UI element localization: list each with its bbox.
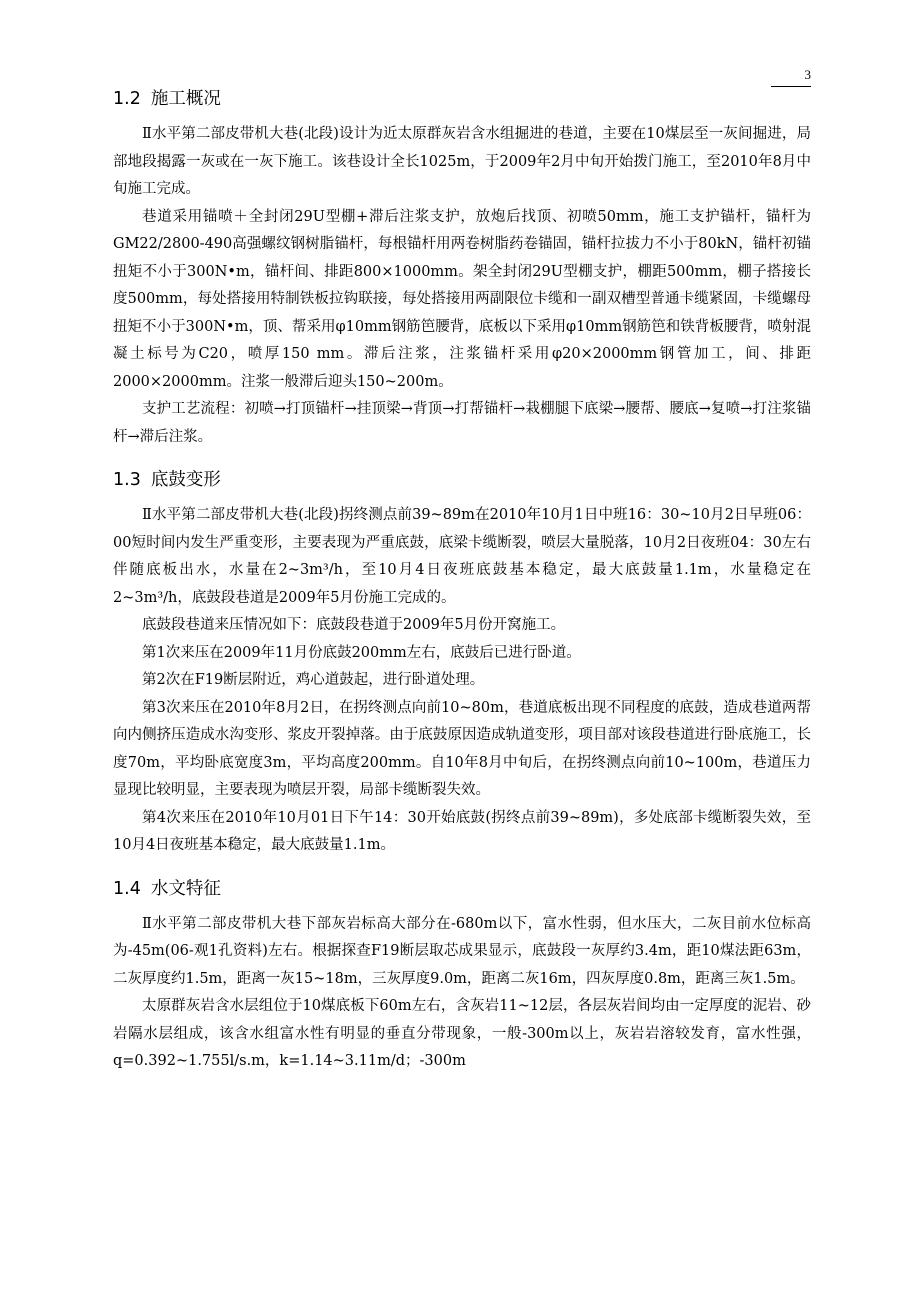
section-title: 底鼓变形 — [150, 470, 221, 490]
paragraph: Ⅱ水平第二部皮带机大巷下部灰岩标高大部分在-680m以下，富水性弱，但水压大，二灰目前水位标高为-45m(06-观1孔资料)左右。根据探查F19断层取芯成果显示，底鼓段一灰厚约3.4m，距10煤法距63m，二灰厚度约1.5m，距离一灰15~18m，三灰厚度9.0m，距离二灰16m，四灰厚度0.8m，距离三灰1.5m。 — [113, 915, 811, 987]
paragraph: Ⅱ水平第二部皮带机大巷(北段)拐终测点前39~89m在2010年10月1日中班16：30~10月2日早班06：00短时间内发生严重变形，主要表现为严重底鼓，底梁卡缆断裂，喷层大量脱落，10月2日夜班04：30左右伴随底板出水，水量在2~3m³/h，至10月4日夜班底鼓基本稳定，最大底鼓量1.1m，水量稳定在2~3m³/h，底鼓段巷道是2009年5月份施工完成的。 — [113, 507, 811, 606]
page-number: 3 — [804, 67, 811, 82]
section-number: 1.4 — [113, 878, 141, 899]
paragraph: 第3次来压在2010年8月2日，在拐终测点向前10~80m，巷道底板出现不同程度的底鼓，造成巷道两帮向内侧挤压造成水沟变形、浆皮开裂掉落。由于底鼓原因造成轨道变形，项目部对该段巷道进行卧底施工，长度70m，平均卧底宽度3m，平均高度200mm。自10年8月中旬后，在拐终测点向前10~100m，巷道压力显现比较明显，主要表现为喷层开裂，局部卡缆断裂失效。 — [113, 699, 811, 798]
paragraph: 第1次来压在2009年11月份底鼓200mm左右，底鼓后已进行卧道。 — [142, 644, 581, 661]
section-heading — [113, 86, 811, 112]
section-1-4 — [113, 876, 811, 1076]
paragraph: 第4次来压在2010年10月01日下午14：30开始底鼓(拐终点前39~89m)，多处底部卡缆断裂失效，至10月4日夜班基本稳定，最大底鼓量1.1m。 — [113, 809, 811, 853]
document-body — [113, 86, 811, 1076]
paragraph: 底鼓段巷道来压情况如下：底鼓段巷道于2009年5月份开窝施工。 — [142, 617, 566, 633]
paragraph: 巷道采用锚喷＋全封闭29U型棚+滞后注浆支护，放炮后找顶、初喷50mm，施工支护锚杆，锚杆为GM22/2800-490高强螺纹钢树脂锚杆，每根锚杆用两卷树脂药卷锚固，锚杆拉拔力不小于80kN，锚杆初锚扭矩不小于300N•m，锚杆间、排距800×1000mm。架全封闭29U型棚支护，棚距500mm，棚子搭接长度500mm，每处搭接用特制铁板拉钩联接，每处搭接用两副限位卡缆和一副双槽型普通卡缆紧固，卡缆螺母扭矩不小于300N•m，顶、帮采用φ10mm钢筋笆腰背，底板以下采用φ10mm钢筋笆和铁背板腰背，喷射混凝土标号为C20，喷厚150 mm。滞后注浆，注浆锚杆采用φ20×2000mm钢管加工，间、排距2000×2000mm。注浆一般滞后迎头150~200m。 — [113, 208, 811, 390]
section-heading — [113, 467, 811, 493]
paragraph: 支护工艺流程：初喷→打顶锚杆→挂顶梁→背顶→打帮锚杆→栽棚腿下底梁→腰帮、腰底→复喷→打注浆锚杆→滞后注浆。 — [113, 401, 811, 445]
section-title: 施工概况 — [150, 89, 221, 109]
section-1-3 — [113, 467, 811, 860]
paragraph: 太原群灰岩含水层组位于10煤底板下60m左右，含灰岩11~12层，各层灰岩间均由一定厚度的泥岩、砂岩隔水层组成，该含水组富水性有明显的垂直分带现象，一般-300m以上，灰岩岩溶较发育，富水性强，q=0.392~1.755l/s.m，k=1.14~3.11m/d；-300m — [113, 998, 811, 1069]
paragraph: 第2次在F19断层附近，鸡心道鼓起，进行卧道处理。 — [142, 672, 485, 688]
paragraph: Ⅱ水平第二部皮带机大巷(北段)设计为近太原群灰岩含水组掘进的巷道，主要在10煤层至一灰间掘进，局部地段揭露一灰或在一灰下施工。该巷设计全长1025m，于2009年2月中旬开始拨门施工，至2010年8月中旬施工完成。 — [113, 126, 811, 197]
section-1-2 — [113, 86, 811, 451]
section-title: 水文特征 — [150, 878, 221, 899]
section-number: 1.3 — [113, 470, 141, 490]
section-number: 1.2 — [113, 89, 141, 109]
section-heading — [113, 876, 811, 902]
